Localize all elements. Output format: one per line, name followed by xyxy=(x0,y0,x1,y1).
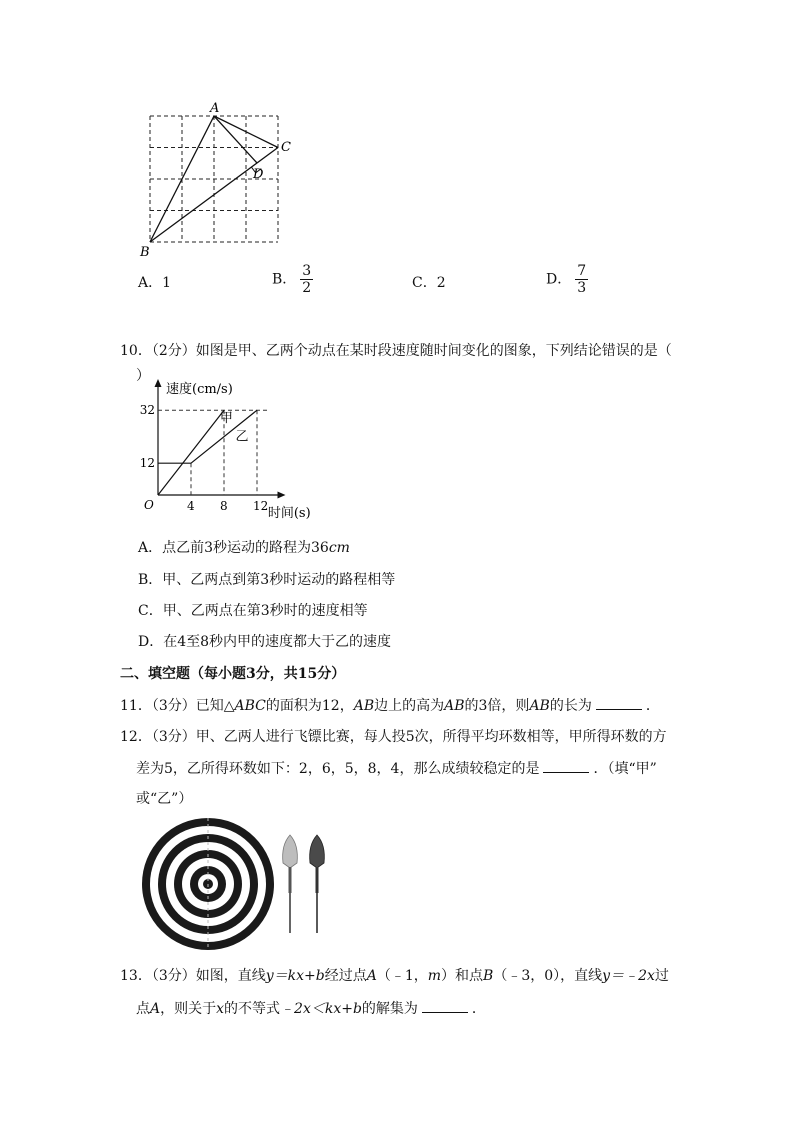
x-tick-label-12: 12 xyxy=(253,499,269,513)
q10-option-b: B．甲、乙两点到第3秒时运动的路程相等 xyxy=(138,572,396,588)
dart-dark xyxy=(310,835,325,933)
section-heading: 二、填空题（每小题3分，共15分） xyxy=(120,666,346,682)
q9-option-c: C．2 xyxy=(412,275,446,291)
series-label-2: 乙 xyxy=(235,429,249,445)
q10-stem-line1: 10．（2分）如图是甲、乙两个动点在某时段速度随时间变化的图象，下列结论错误的是（ xyxy=(120,343,672,359)
q12-stem-line3: 或“乙”） xyxy=(136,791,193,807)
q10-option-a: A．点乙前3秒运动的路程为36cm xyxy=(138,540,350,556)
q11-stem: 11．（3分）已知△ABC的面积为12，AB边上的高为AB的3倍，则AB的长为 ． xyxy=(120,695,660,716)
answer-blank[interactable] xyxy=(422,998,468,1013)
y-axis-arrow xyxy=(155,379,162,387)
speed-time-chart xyxy=(140,375,390,525)
x-axis-label: 时间(s) xyxy=(267,506,311,521)
q12-stem-line1: 12．（3分）甲、乙两人进行飞镖比赛，每人投5次，所得平均环数相等，甲所得环数的方 xyxy=(120,729,667,745)
q12-stem-line2: 差为5，乙所得环数如下：2，6，5，8，4，那么成绩较稳定的是 ．（填“甲” xyxy=(136,758,657,779)
x-tick-label-8: 8 xyxy=(220,499,228,513)
q9-option-b: B． $\frac{3}{2}$ xyxy=(272,263,312,296)
q10-option-d: D．在4至8秒内甲的速度都大于乙的速度 xyxy=(138,634,392,650)
q9-option-d: D． $\frac{7}{3}$ xyxy=(546,263,587,296)
y-tick-label-32: 32 xyxy=(140,403,155,418)
label-C: C xyxy=(281,140,291,155)
dart-light xyxy=(283,835,298,933)
y-axis-label: 速度(cm/s) xyxy=(166,382,233,397)
x-axis-arrow xyxy=(278,492,286,499)
label-A: A xyxy=(210,101,220,116)
x-tick-label-4: 4 xyxy=(187,499,195,513)
fraction-3-2: $\frac{3}{2}$ xyxy=(302,263,312,296)
answer-blank[interactable] xyxy=(543,758,589,773)
answer-blank[interactable] xyxy=(596,695,642,710)
dartboard xyxy=(142,818,274,950)
q10-option-c: C．甲、乙两点在第3秒时的速度相等 xyxy=(138,603,368,619)
fraction-7-3: $\frac{7}{3}$ xyxy=(577,263,587,296)
label-D: D xyxy=(253,167,264,182)
label-B: B xyxy=(140,245,150,260)
y-tick-label-12: 12 xyxy=(140,456,155,471)
series-line-1 xyxy=(158,410,224,495)
q9-option-a: A．1 xyxy=(138,275,172,291)
origin-label: O xyxy=(144,498,154,512)
grid-triangle-figure xyxy=(130,100,300,265)
series-label-1: 甲 xyxy=(219,411,233,427)
q13-stem-line1: 13．（3分）如图，直线y＝kx+b经过点A（﹣1，m）和点B（﹣3，0），直线y＝﹣2x过 xyxy=(120,968,669,984)
q13-stem-line2: 点A，则关于x的不等式﹣2x＜kx+b的解集为 ． xyxy=(136,998,486,1019)
dartboard-illustration xyxy=(140,815,340,955)
q10-stem-line2: ） xyxy=(136,368,150,384)
